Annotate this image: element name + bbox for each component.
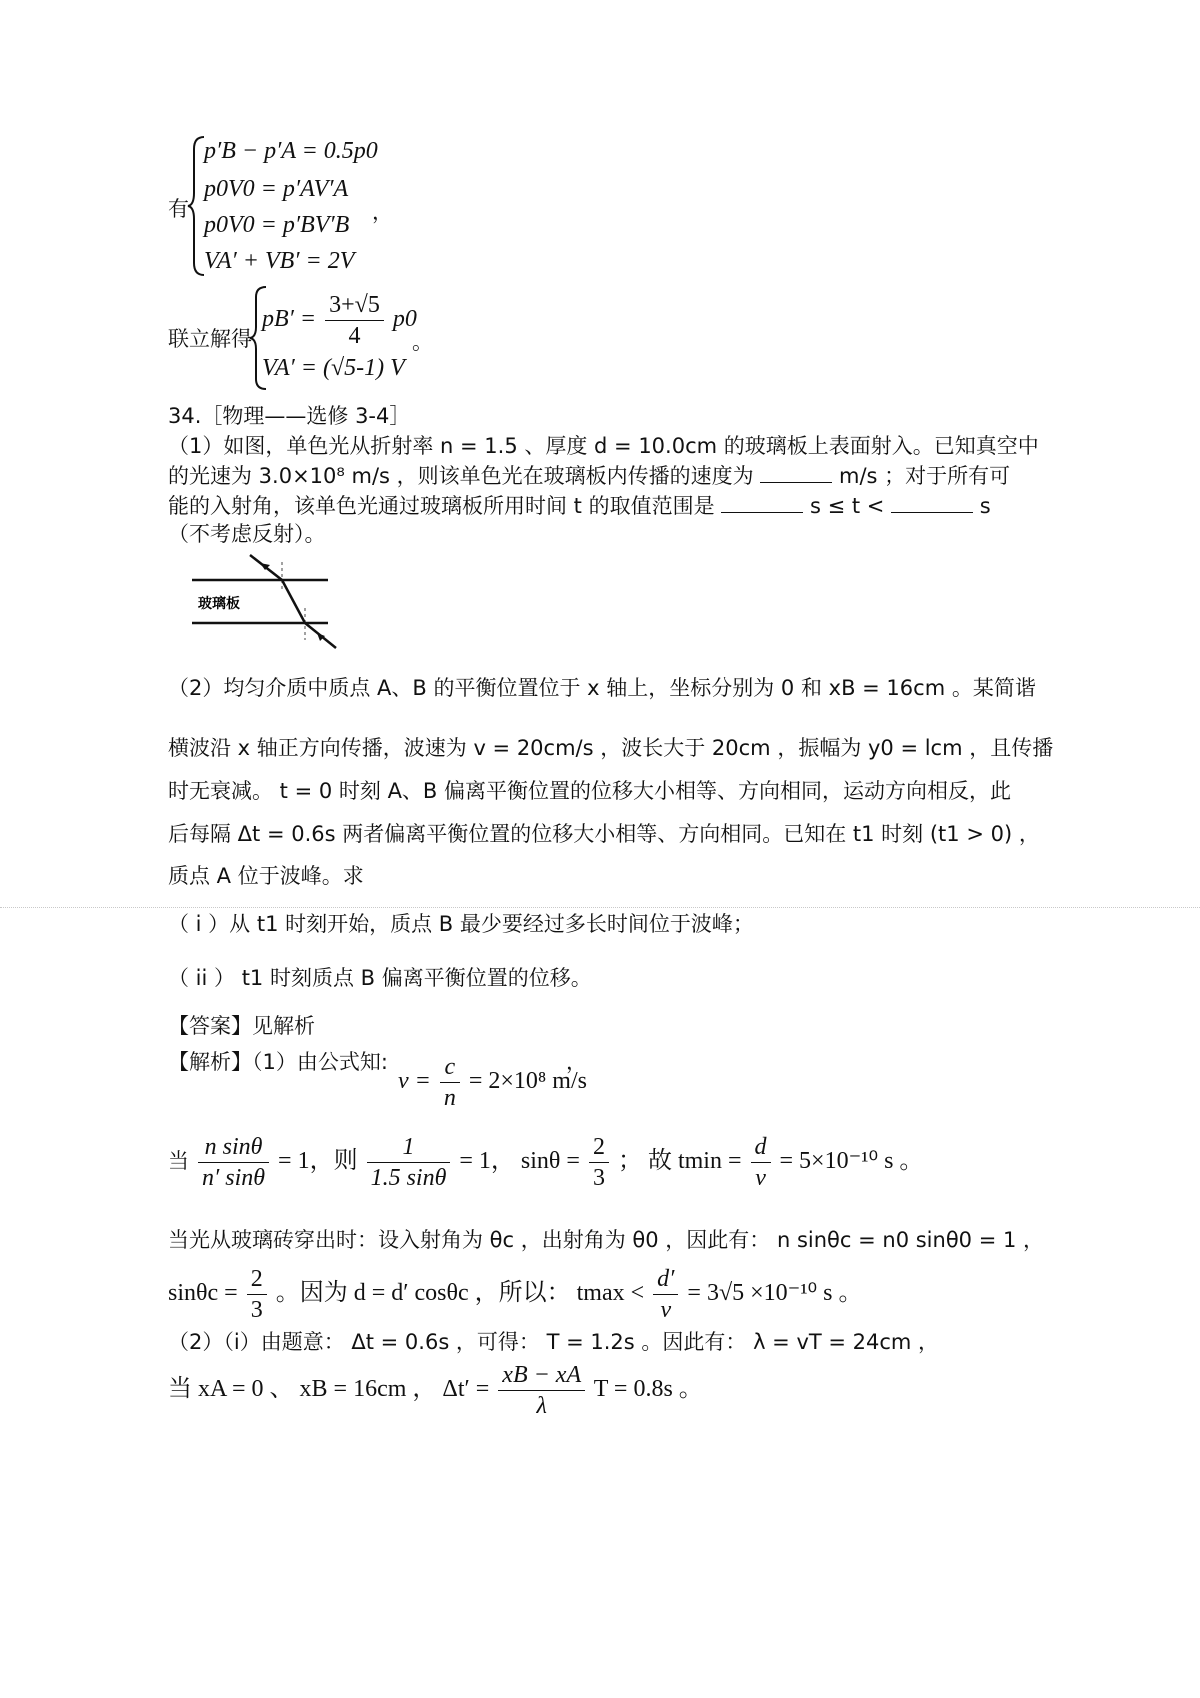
q2-sub-ii: （ ii ） t1 时刻质点 B 偏离平衡位置的位移。 (168, 966, 592, 990)
answer-heading: 【答案】见解析 (168, 1014, 315, 1038)
l4-fraction-2 (653, 1264, 678, 1325)
system1-suffix: ， (372, 200, 393, 224)
q2-line4: 后每隔 Δt = 0.6s 两者偏离平衡位置的位移大小相等、方向相同。已知在 t1 时刻 (t1 > 0) ， (168, 822, 1040, 846)
l6-text-b: T = 0.8s 。 (593, 1376, 703, 1403)
fraction-denominator: 4 (348, 323, 361, 349)
fraction-numerator: 3+√5 (325, 290, 384, 321)
l2-text-c: = 1， sinθ = (459, 1148, 580, 1175)
fraction-numerator: xB − xA (498, 1360, 585, 1391)
l2-text-d: ； 故 tmin = (617, 1148, 742, 1175)
fraction-denominator: n (443, 1085, 456, 1111)
fraction-numerator: 2 (247, 1264, 267, 1295)
answer-blank-1 (760, 480, 832, 483)
analysis-line5: （2）（i）由题意： Δt = 0.6s ，可得： T = 1.2s 。因此有： λ = vT = 24cm ， (168, 1330, 940, 1354)
fraction-numerator: 2 (589, 1132, 609, 1163)
v-fraction (440, 1052, 460, 1113)
q1-line3 (168, 490, 991, 520)
system1-prefix: 有 (168, 197, 189, 221)
q1-line4: （不考虑反射）。 (168, 522, 326, 546)
q1-line2-b: m/s ；对于所有可 (839, 464, 1011, 488)
q1-line3-a: 能的入射角，该单色光通过玻璃板所用时间 t 的取值范围是 (168, 494, 715, 518)
q2-line5: 质点 A 位于波峰。求 (168, 864, 364, 888)
analysis-v-formula (398, 1052, 587, 1113)
q2-line3: 时无衰减。 t = 0 时刻 A、B 偏离平衡位置的位移大小相等、方向相同，运动方向相反，此 (168, 779, 1012, 803)
system2-eq1-fraction (325, 290, 384, 351)
l2-fraction-3 (589, 1132, 609, 1193)
answer-blank-2 (721, 510, 803, 513)
q1-line3-b: s ≤ t < (809, 494, 885, 518)
section-title: 34.［物理——选修 3-4］ (168, 404, 411, 428)
l6-fraction (498, 1360, 585, 1421)
system2-eq1 (262, 290, 417, 351)
fraction-numerator: d′ (653, 1264, 678, 1295)
l2-text-b: = 1，则 (278, 1148, 358, 1175)
fraction-numerator: 1 (367, 1132, 451, 1163)
system1-eq1: p′B − p′A = 0.5p0 (204, 138, 378, 164)
l4-text-c: = 3√5 ×10⁻¹⁰ s 。 (687, 1280, 863, 1307)
system1-eq2: p0V0 = p′AV′A (204, 176, 349, 202)
l6-text-a: 当 xA = 0 、 xB = 16cm ， Δt′ = (168, 1376, 490, 1403)
q1-line2 (168, 460, 1010, 490)
q1-line3-c: s (979, 494, 991, 518)
l4-text-a: sinθc = (168, 1280, 238, 1307)
fraction-numerator: c (440, 1052, 460, 1083)
fraction-denominator: λ (536, 1393, 547, 1419)
system2-eq1-tail: p0 (392, 306, 417, 333)
q1-line1: （1）如图，单色光从折射率 n = 1.5 、厚度 d = 10.0cm 的玻璃板上表面射入。已知真空中 (168, 434, 1039, 458)
analysis-line6 (168, 1360, 703, 1421)
l2-text-e: = 5×10⁻¹⁰ s 。 (779, 1148, 924, 1175)
fraction-numerator: d (751, 1132, 771, 1163)
fraction-denominator: 3 (592, 1165, 605, 1191)
fraction-denominator: n′ sinθ (202, 1165, 266, 1191)
answer-blank-3 (891, 510, 973, 513)
system2-eq2: VA′ = (√5-1) V (262, 355, 405, 381)
l4-text-b: 。因为 d = d′ cosθc ，所以： tmax < (275, 1280, 645, 1307)
v-comma: ， (566, 1050, 587, 1074)
l2-fraction-4 (751, 1132, 771, 1193)
analysis-label: 【解析】（1）由公式知: (168, 1050, 388, 1074)
fraction-denominator: v (660, 1297, 672, 1323)
q2-line1: （2）均匀介质中质点 A、B 的平衡位置位于 x 轴上，坐标分别为 0 和 xB = 16cm 。某简谐 (168, 676, 1036, 700)
arrow-icon (317, 633, 325, 641)
fraction-denominator: 1.5 sinθ (370, 1165, 447, 1191)
l4-fraction-1 (247, 1264, 267, 1325)
glass-plate-figure (190, 550, 350, 660)
analysis-line4 (168, 1264, 862, 1325)
v-lhs: v = (398, 1068, 431, 1095)
q2-line2: 横波沿 x 轴正方向传播，波速为 v = 20cm/s ，波长大于 20cm ，振幅为 y0 = lcm ，且传播 (168, 736, 1054, 760)
system2-eq1-lhs: pB′ = (262, 306, 317, 333)
system2-prefix: 联立解得 (168, 327, 252, 351)
system1-eq3: p0V0 = p′BV′B (204, 212, 350, 238)
figure-label: 玻璃板 (198, 596, 240, 612)
system2-suffix: 。 (412, 330, 433, 354)
l2-text-a: 当 (168, 1149, 189, 1174)
l2-fraction-2 (367, 1132, 451, 1193)
fraction-denominator: v (755, 1165, 766, 1191)
l2-fraction-1 (198, 1132, 269, 1193)
system1-eq4: VA′ + VB′ = 2V (204, 248, 355, 274)
fraction-denominator: 3 (250, 1297, 263, 1323)
fraction-numerator: n sinθ (198, 1132, 269, 1163)
analysis-line2 (168, 1132, 923, 1193)
refracted-ray (282, 580, 305, 623)
analysis-line3: 当光从玻璃砖穿出时：设入射角为 θc ，出射角为 θ0 ，因此有： n sinθc = n0 sinθ0 = 1 ， (168, 1228, 1045, 1252)
q2-sub-i: （ i ）从 t1 时刻开始，质点 B 最少要经过多长时间位于波峰； (168, 912, 754, 936)
v-rhs: = 2×10⁸ m/s (468, 1068, 587, 1095)
q1-line2-a: 的光速为 3.0×10⁸ m/s ，则该单色光在玻璃板内传播的速度为 (168, 464, 754, 488)
